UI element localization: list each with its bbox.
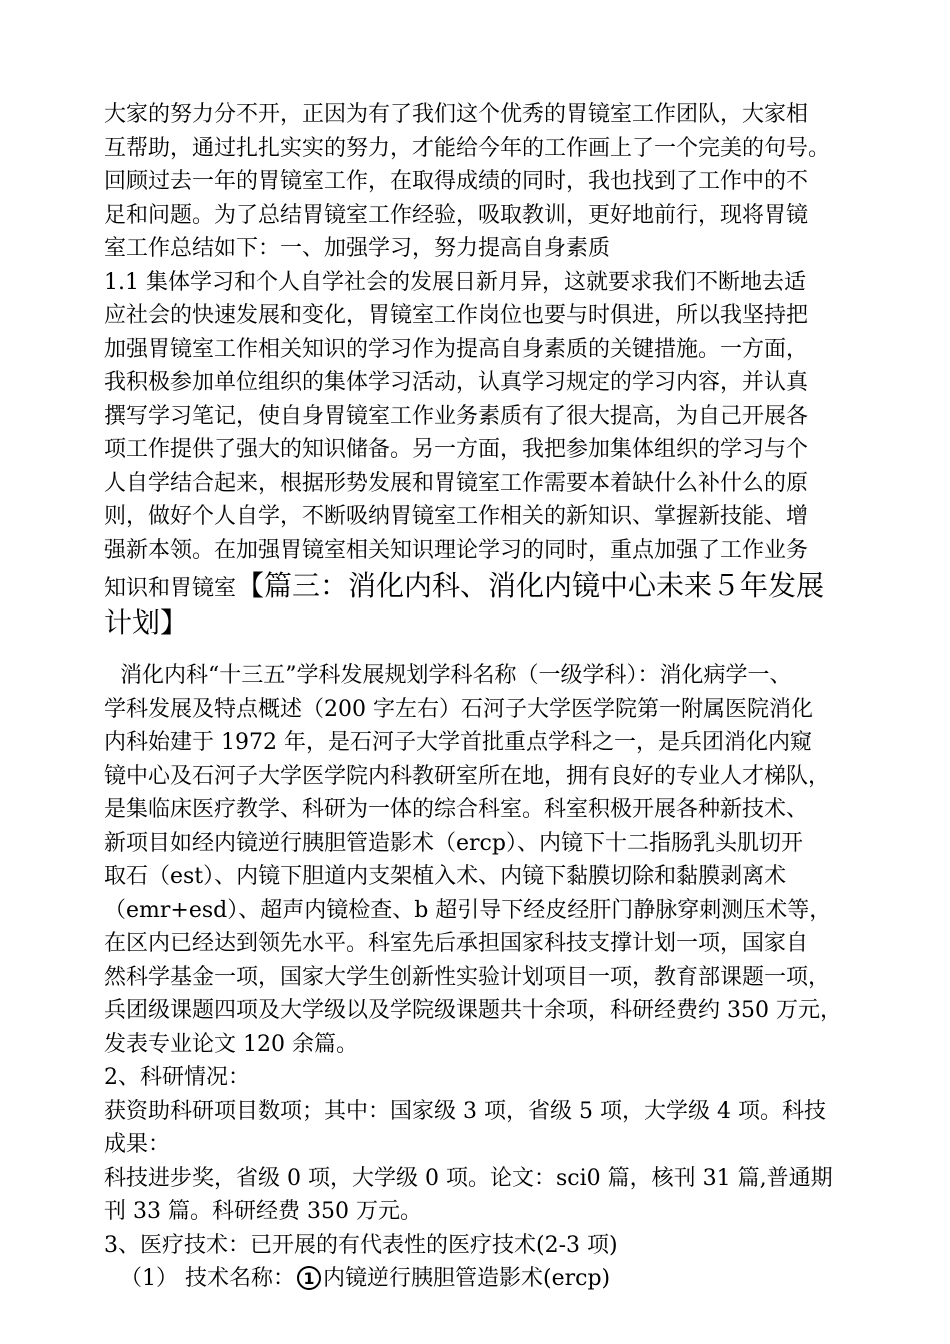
text-line: 在区内已经达到领先水平。科室先后承担国家科技支撑计划一项，国家自 [104, 931, 809, 956]
text-line: 应社会的快速发展和变化，胃镜室工作岗位也要与时俱进，所以我坚持把 [104, 303, 809, 328]
text-prefix: 知识和胃镜室 [104, 576, 237, 601]
heading-line [104, 566, 864, 606]
text-line: 互帮助，通过扎扎实实的努力，才能给今年的工作画上了一个完美的句号。 [104, 136, 831, 161]
section-heading-continued: 计划】 [104, 606, 189, 639]
text-line: 兵团级课题四项及大学级以及学院级课题共十余项，科研经费约 350 万元， [104, 998, 842, 1023]
text-line: 我积极参加单位组织的集体学习活动，认真学习规定的学习内容，并认真 [104, 370, 809, 395]
text-line: 成果： [104, 1132, 171, 1157]
text-line: 大家的努力分不开，正因为有了我们这个优秀的胃镜室工作团队，大家相 [104, 102, 809, 127]
technique-label: （1） 技术名称： [120, 1266, 295, 1291]
text-line: 1.1 集体学习和个人自学社会的发展日新月异，这就要求我们不断地去适 [104, 270, 806, 295]
text-line: 撰写学习笔记，使自身胃镜室工作业务素质有了很大提高，为自己开展各 [104, 404, 809, 429]
text-line: 加强胃镜室工作相关知识的学习作为提高自身素质的关键措施。一方面， [104, 337, 809, 362]
text-line: 取石（est）、内镜下胆道内支架植入术、内镜下黏膜切除和黏膜剥离术 [104, 864, 787, 889]
text-line: 然科学基金一项，国家大学生创新性实验计划项目一项，教育部课题一项， [104, 965, 831, 990]
technique-name: 内镜逆行胰胆管造影术(ercp) [323, 1266, 611, 1291]
text-line: 足和问题。为了总结胃镜室工作经验，吸取教训，更好地前行，现将胃镜 [104, 203, 809, 228]
text-line: 刊 33 篇。科研经费 350 万元。 [104, 1199, 422, 1224]
text-line: 科技进步奖，省级 0 项，大学级 0 项。论文：sci0 篇，核刊 31 篇,普通期 [104, 1166, 833, 1191]
section-title: 2、科研情况： [104, 1065, 250, 1090]
text-line: 项工作提供了强大的知识储备。另一方面，我把参加集体组织的学习与个 [104, 437, 809, 462]
technique-item [120, 1261, 880, 1297]
text-line: 获资助科研项目数项；其中：国家级 3 项，省级 5 项，大学级 4 项。科技 [104, 1099, 826, 1124]
text-line: 强新本领。在加强胃镜室相关知识理论学习的同时，重点加强了工作业务 [104, 538, 809, 563]
text-line: 则，做好个人自学，不断吸纳胃镜室工作相关的新知识、掌握新技能、增 [104, 504, 809, 529]
text-line: 镜中心及石河子大学医学院内科教研室所在地，拥有良好的专业人才梯队， [104, 764, 831, 789]
section-heading: 【篇三：消化内科、消化内镜中心未来５年发展 [236, 569, 825, 602]
text-line: 学科发展及特点概述（200 字左右）石河子大学医学院第一附属医院消化 [104, 697, 813, 722]
text-line: 消化内科“十三五”学科发展规划学科名称（一级学科）：消化病学一、 [120, 663, 792, 688]
text-line: 回顾过去一年的胃镜室工作，在取得成绩的同时，我也找到了工作中的不 [104, 169, 809, 194]
text-line: 新项目如经内镜逆行胰胆管造影术（ercp）、内镜下十二指肠乳头肌切开 [104, 831, 803, 856]
text-line: 室工作总结如下：一、加强学习，努力提高自身素质 [104, 236, 611, 261]
text-line: 内科始建于 1972 年，是石河子大学首批重点学科之一，是兵团消化内窥 [104, 730, 812, 755]
text-line: （emr+esd）、超声内镜检查、b 超引导下经皮经肝门静脉穿刺测压术等， [104, 898, 832, 923]
text-line: 人自学结合起来，根据形势发展和胃镜室工作需要本着缺什么补什么的原 [104, 471, 809, 496]
text-line: 发表专业论文 120 余篇。 [104, 1032, 358, 1057]
circled-number-icon: 1 [297, 1266, 321, 1290]
section-title: 3、医疗技术：已开展的有代表性的医疗技术(2-3 项) [104, 1233, 618, 1258]
text-line: 是集临床医疗教学、科研为一体的综合科室。科室积极开展各种新技术、 [104, 797, 809, 822]
